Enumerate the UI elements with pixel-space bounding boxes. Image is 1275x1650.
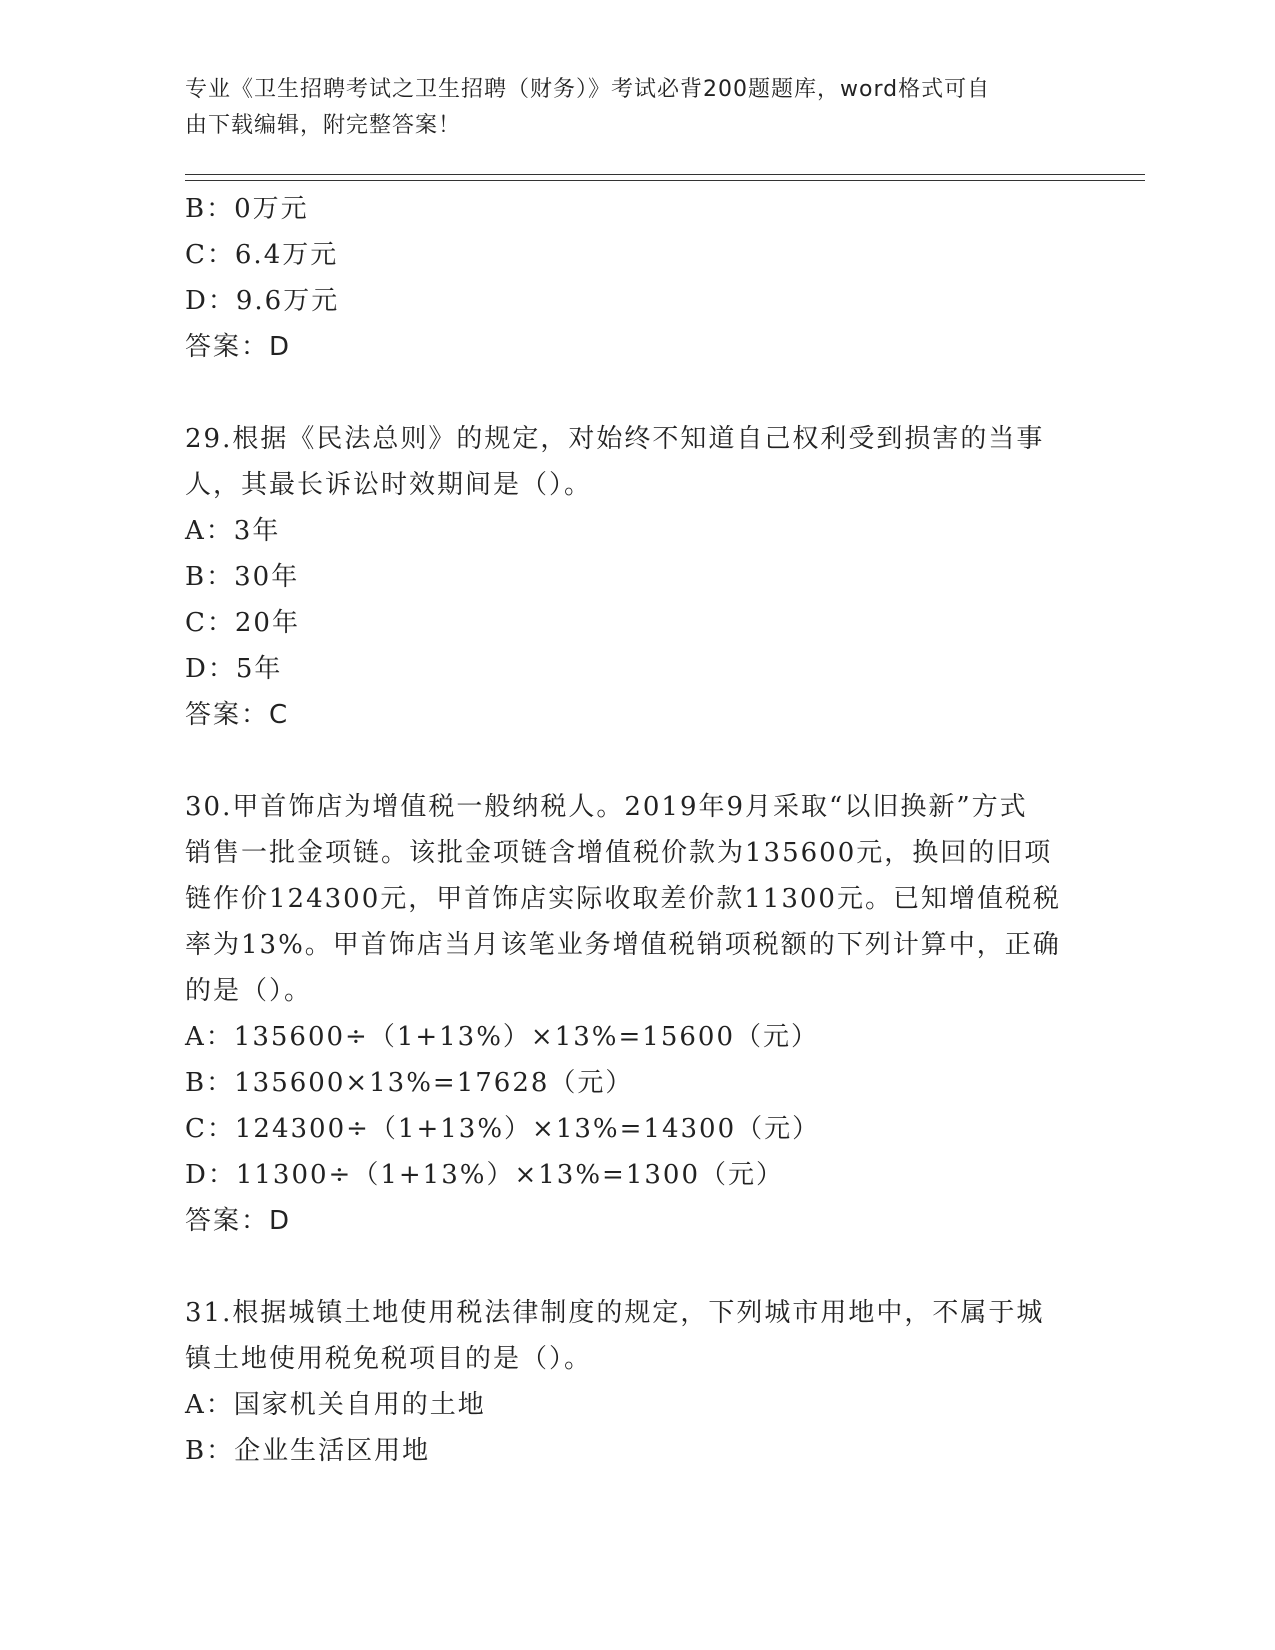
document-header xyxy=(185,72,1085,144)
question-text-line: 31.根据城镇土地使用税法律制度的规定，下列城市用地中，不属于城 xyxy=(185,1298,1045,1328)
option-b: B：135600×13%=17628（元） xyxy=(185,1068,634,1098)
option-d: D：11300÷（1+13%）×13%=1300（元） xyxy=(185,1160,784,1190)
question-31 xyxy=(185,1290,1085,1474)
header-divider-bottom xyxy=(185,180,1145,181)
option-c: C：20年 xyxy=(185,608,300,638)
question-text-line: 30.甲首饰店为增值税一般纳税人。2019年9月采取“以旧换新”方式 xyxy=(185,792,1028,822)
option-b: B：0万元 xyxy=(185,194,309,224)
option-c: C：124300÷（1+13%）×13%=14300（元） xyxy=(185,1114,821,1144)
question-text-line: 人，其最长诉讼时效期间是（）。 xyxy=(185,470,593,500)
option-c: C：6.4万元 xyxy=(185,240,339,270)
option-b: B：企业生活区用地 xyxy=(185,1436,431,1466)
prev-question xyxy=(185,186,1085,370)
option-d: D：9.6万元 xyxy=(185,286,340,316)
option-d: D：5年 xyxy=(185,654,283,684)
answer: 答案：D xyxy=(185,332,292,362)
question-text-line: 率为13%。甲首饰店当月该笔业务增值税销项税额的下列计算中，正确 xyxy=(185,930,1061,960)
answer: 答案：C xyxy=(185,700,290,730)
question-text-line: 销售一批金项链。该批金项链含增值税价款为135600元，换回的旧项 xyxy=(185,838,1053,868)
document-body xyxy=(185,186,1085,1474)
question-text-line: 29.根据《民法总则》的规定，对始终不知道自己权利受到损害的当事 xyxy=(185,424,1045,454)
option-b: B：30年 xyxy=(185,562,300,592)
option-a: A：135600÷（1+13%）×13%=15600（元） xyxy=(185,1022,819,1052)
question-text-line: 的是（）。 xyxy=(185,976,313,1006)
option-a: A：3年 xyxy=(185,516,281,546)
option-a: A：国家机关自用的土地 xyxy=(185,1390,486,1420)
header-line-2: 由下载编辑，附完整答案！ xyxy=(185,113,462,138)
question-text-line: 链作价124300元，甲首饰店实际收取差价款11300元。已知增值税税 xyxy=(185,884,1061,914)
header-divider-top xyxy=(185,174,1145,175)
question-text-line: 镇土地使用税免税项目的是（）。 xyxy=(185,1344,593,1374)
question-30 xyxy=(185,784,1085,1244)
answer: 答案：D xyxy=(185,1206,292,1236)
header-line-1: 专业《卫生招聘考试之卫生招聘（财务）》考试必背200题题库，word格式可自 xyxy=(185,77,991,102)
question-29 xyxy=(185,416,1085,738)
